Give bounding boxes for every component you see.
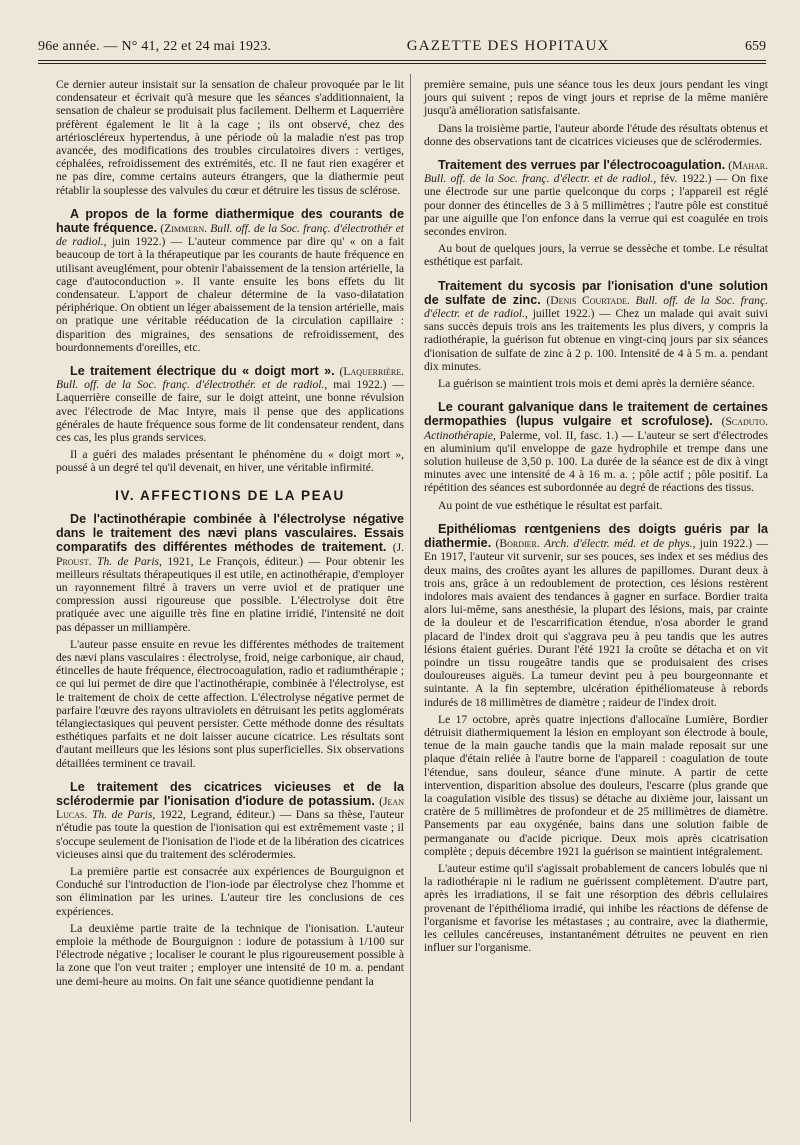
- article-title: Le traitement des cicatrices vicieuses et de la sclérodermie par l'ionisation d'iodure de potassium.: [56, 779, 404, 808]
- article-date: fév. 1922.): [660, 172, 712, 186]
- article-cicatrices: Le traitement des cicatrices vicieuses et de la sclérodermie par l'ionisation d'iodure de potassium. (Jean Lucas. Th. de Paris, 1922, Legrand, éditeur.) — Dans sa thèse, l'auteur n'étudie pas toute la question de l'ionisation qui est extrêmement vaste ; il s'occupe seulement de l'ionisation de l'iode et de la libération des cicatrices vicieuses ainsi que du traitement des sclérodermies.: [56, 779, 405, 861]
- article-epitheliomas: Epithéliomas rœntgeniens des doigts guéris par la diathermie. (Bordier. Arch. d'électr. méd. et de phys., juin 1922.) — En 1917, l'auteur vit survenir, sur ses pouces, ses index et ses médius des deux mains, des croûtes ayant les allures de papillomes. Durant deux à trois ans, grâce à un redoublement de protection, ces lésions restèrent indolores mais avaient des tendances à gagner en surface. Bordier traita alors lui-même, sans anesthésie, la plupart des lésions, mais, par crainte de la douleur et de l'escarrification étendue, n'osa aborder le grand placard de l'index droit qui s'aggrava peu à peu tandis que les autres lésions étaient guéries. Durant l'été 1921 la croûte se détacha et on vit poindre un tissu rougeâtre tandis que se produisaient des crises douloureuses aiguës. La tumeur devint peu à peu bourgeonnante et suintante. A la fin septembre, ulcération épithéliomateuse à rebords indurés de 18 millimètres de diamètre ; raideur de l'index droit.: [424, 521, 768, 709]
- paragraph: Il a guéri des malades présentant le phénomène du « doigt mort », poussé à un degré tel qu'il devenait, en hiver, une véritable infirmité.: [56, 448, 404, 475]
- article-body: — Dans sa thèse, l'auteur n'étudie pas toute la question de l'ionisation qui est extrêmement vaste ; il s'occupe seulement de l'ionisation de l'iode et de la libération des cicatrices vicieuses ainsi que du traitement des sclérodermies.: [56, 808, 405, 861]
- paragraph: L'auteur passe ensuite en revue les différentes méthodes de traitement des nævi plans vasculaires : électrolyse, froid, neige carbonique, air chaud, étincelles de haute fréquence, électrocoagulation, radio et radiumthérapie ; ce qui lui permet de dire que l'actinothérapie, combinée à l'électrolyse, est le traitement de choix de cette affection. L'électrolyse négative permet de parfaire l'œuvre des rayons ultraviolets en détruisant les petits agglomérats télangiectasiques qui peuvent persister. Cette méthode donne des résultats esthétiques parfaits et ne doit laisser aucune cicatrice. Les résultats sont d'autant meilleurs que les lésions sont plus superficielles. Six observations détaillées terminent ce travail.: [56, 637, 404, 770]
- article-date: 1922, Legrand, éditeur.): [159, 808, 275, 822]
- article-sycosis: Traitement du sycosis par l'ionisation d'une solution de sulfate de zinc. (Denis Courtade. Bull. off. de la Soc. franç. d'électr. et de radiol., juillet 1922.) — Chez un malade qui avait suivi sans succès depuis trois ans les traitements les plus divers, y compris la radiothérapie, la guérison fut obtenue en vingt-cinq jours par six séances d'ionisation de sulfate de zinc à 2 p. 100. Intensité de 4 à 5 m. a. pendant dix minutes.: [424, 278, 768, 373]
- article-diathermie: A propos de la forme diathermique des courants de haute fréquence. (Zimmern. Bull. off. de la Soc. franç. d'électrothér et de radiol., juin 1922.) — L'auteur commence par dire qu' « on a fait beaucoup de tort à la thérapeutique par les courants de haute fréquence en utilisant aveuglément, pour obtenir l'abaissement de la tension artérielle, la cage d'autoconduction ». Il vante ensuite les bons effets du lit condensateur. L'apport de chaleur détermine de la vaso-dilatation périphérique. On obtient un léger abaissement de la tension artérielle, mais on pratique une véritable rééducation de la circulation capillaire : disparition des migraines, des sensations de refroidissement, des bourdonnements d'oreilles, etc.: [56, 206, 404, 354]
- paragraph: première semaine, puis une séance tous les deux jours pendant les vingt jours qui suivent ; repos de vingt jours et reprise de la même manière jusqu'à amélioration satisfaisante.: [424, 78, 768, 118]
- header-rule: [38, 60, 766, 61]
- article-journal: Th. de Paris,: [97, 554, 162, 568]
- article-doigt-mort: Le traitement électrique du « doigt mort ». (Laquerrière. Bull. off. de la Soc. franç. d'électrothér. et de radiol., mai 1922.) — Laquerrière conseille de faire, sur le doigt atteint, une bonne révulsion avec l'électrode de Mac Intyre, mais il pense que des applications générales de haute fréquence sous forme de lit condensateur rendent, dans ces cas, les plus grands services.: [56, 364, 405, 445]
- article-author: Jean Lucas.: [56, 794, 404, 822]
- article-date: Palerme, vol. II, fasc. 1.): [499, 428, 619, 442]
- article-body: — L'auteur se sert d'électrodes en aluminium qu'il enveloppe de gaze hydrophile et trempe dans une solution huileuse de 3,50 p. 100. La durée de la séance est de dix à vingt minutes avec une intensité de 4 à 16 m. a. ; pôle actif ; pôle positif. La répétition des séances est subordonnée au degré de réactions des tissus.: [424, 428, 768, 495]
- header-rule-double: [38, 63, 766, 64]
- paragraph: Le 17 octobre, après quatre injections d'allocaïne Lumière, Bordier détruisit diathermiquement la lésion en employant son électrode à boule, tenue de la main gauche tandis que la main malade reposait sur une plaque d'étain reliée à l'autre borne de l'appareil : coagulation de toute l'étendue, sans douleur, séance d'une minute. A partir de cette intervention, disparition absolue des douleurs, l'escarre (plus grande que la coagulation visible des tissus) se détache au dixième jour, laissant un cratère de 5 millimètres de profondeur et de 25 millimètres de diamètre. Pansements par eau oxygénée, bains dans une solution faible de permanganate ou d'acide picrique. Deux mois après cicatrisation complète ; depuis décembre 1921 la guérison se maintient intégralement.: [424, 712, 768, 858]
- paragraph: Au point de vue esthétique le résultat est parfait.: [438, 498, 663, 512]
- article-body: — On fixe une électrode sur une partie quelconque du corps ; l'appareil est réglé pour donner des étincelles de 3 à 5 millimètres ; l'autre pôle est constitué par une aiguille que l'on enfonce dans la verrue qui est coagulée en trois secondes environ.: [424, 172, 768, 239]
- article-author: Zimmern.: [164, 222, 208, 236]
- article-journal: Actinothérapie,: [424, 428, 496, 442]
- article-journal: Bull. off. de la Soc. franç. d'électrothér. et de radiol.,: [56, 378, 328, 392]
- article-journal: Bull. off. de la Soc. franç. d'électr. et de radiol.,: [424, 172, 657, 186]
- article-body: — L'auteur commence par dire qu' « on a fait beaucoup de tort à la thérapeutique par les courants de haute fréquence en utilisant aveuglément, pour obtenir l'abaissement de la tension artérielle, la cage d'autoconduction ». Il vante ensuite les bons effets du lit condensateur. L'apport de chaleur détermine de la vaso-dilatation périphérique. On obtient un léger abaissement de la tension artérielle, mais on pratique une véritable rééducation de la circulation capillaire : disparition des migraines, des sensations de refroidissement, des bourdonnements d'oreilles, etc.: [56, 235, 404, 354]
- article-title: De l'actinothérapie combinée à l'électrolyse négative dans le traitement des nævi plans vasculaires. Essais comparatifs des différentes méthodes de traitement.: [56, 511, 404, 555]
- article-journal: Th. de Paris,: [91, 808, 156, 822]
- paragraph: L'auteur estime qu'il s'agissait probablement de cancers lobulés que ni la radiothérapie ni le radium ne guérissent complètement. D'autre part, après les irradiations, il se fait une résorption des débris cellulaires provenant de l'épithélioma irradié, qui inhibe les réactions de défense de l'organisme et favorise les métastases ; au contraire, avec la diathermie, les cellules cancéreuses, instantanément détruites ne peuvent en rien influer sur l'organisme.: [424, 861, 768, 955]
- article-date: juin 1922.): [111, 235, 166, 249]
- article-author: Laquerrière.: [343, 365, 405, 379]
- article-author: Scaduto.: [725, 415, 768, 429]
- article-verrues: Traitement des verrues par l'électrocoagulation. (Mahar. Bull. off. de la Soc. franç. d'électr. et de radiol., fév. 1922.) — On fixe une électrode sur une partie quelconque du corps ; l'appareil est réglé pour donner des étincelles de 3 à 5 millimètres ; l'autre pôle est constitué par une aiguille que l'on enfonce dans la verrue qui est coagulée en trois secondes environ.: [424, 158, 768, 239]
- article-date: mai 1922.): [333, 378, 387, 392]
- article-body: — Laquerrière conseille de faire, sur le doigt atteint, une bonne révulsion avec l'électrode de Mac Intyre, mais il pense que des applications générales de haute fréquence sous forme de lit condensateur rendent, dans ces cas, les plus grands services.: [56, 378, 405, 445]
- article-body: — Chez un malade qui avait suivi sans succès depuis trois ans les traitements les plus divers, y compris la radiothérapie, la guérison fut obtenue en vingt-cinq jours par six séances d'ionisation de sulfate de zinc à 2 p. 100. Intensité de 4 à 5 m. a. pendant dix minutes.: [424, 307, 768, 373]
- column-divider: [410, 74, 411, 1122]
- article-author: Mahar.: [732, 159, 768, 173]
- article-journal: Bull. off. de la Soc. franç. d'électr. et de radiol.,: [424, 293, 768, 321]
- article-journal: Bull. off. de la Soc. franç. d'électrothér et de radiol.,: [56, 222, 404, 249]
- right-column: [424, 78, 768, 958]
- article-date: 1921, Le François, éditeur.): [167, 554, 304, 568]
- article-title: Traitement des verrues par l'électrocoagulation.: [438, 158, 726, 173]
- section-heading: IV. AFFECTIONS DE LA PEAU: [115, 487, 345, 503]
- article-author: Bordier.: [499, 537, 540, 551]
- article-body: — En 1917, l'auteur vit survenir, sur ses pouces, ses index et ses médius des deux mains, des croûtes ayant les allures de papillomes. Durant deux à trois ans, grâce à un redoublement de protection, ces lésions restèrent indolores mais avaient des tendances à gagner en surface. Bordier traita alors lui-même, sans anesthésie, la plupart des lésions, mais, par crainte de la douleur et de l'escarrification étendue, n'osa aborder le grand placard de l'index droit qui s'aggrava peu à peu tandis que les autres lésions étaient guéries. Durant l'été 1921 la croûte se détacha et on vit poindre un tissu rougeâtre tandis que se produisaient des crises douloureuses aiguës. La tumeur devint peu à peu bourgeonnante et suintante. A la fin septembre, ulcération épithéliomateuse à rebords indurés de 18 millimètres de diamètre ; raideur de l'index droit.: [424, 537, 768, 709]
- article-title: Traitement du sycosis par l'ionisation d'une solution de sulfate de zinc.: [424, 278, 768, 307]
- paragraph: La guérison se maintient trois mois et demi après la dernière séance.: [438, 377, 755, 391]
- article-author: J. Proust.: [56, 541, 404, 568]
- article-title: A propos de la forme diathermique des courants de haute fréquence.: [56, 206, 404, 236]
- article-title: Le traitement électrique du « doigt mort ».: [70, 364, 335, 379]
- issue-info: 96e année. — N° 41, 22 et 24 mai 1923.: [38, 39, 272, 54]
- article-body: — Pour obtenir les meilleurs résultats thérapeutiques il est utile, en actinothérapie, d'employer un rayonnement filtré à travers un verre uviol et de pratiquer une compression aussi rigoureuse que possible. L'électrolyse doit être pratiquée avec une aiguille très fine en platine irridié, l'intensité ne doit pas dépasser un milliampère.: [56, 554, 404, 634]
- article-title: Le courant galvanique dans le traitement de certaines dermopathies (lupus vulgaire et scrofulose).: [424, 400, 768, 429]
- article-date: juin 1922.): [699, 537, 753, 551]
- paragraph: Dans la troisième partie, l'auteur aborde l'étude des résultats obtenus et donne des observations tant de cicatrices vicieuses que de sclérodermies.: [424, 121, 768, 148]
- paragraph: La première partie est consacrée aux expériences de Bourguignon et Conduché sur l'introduction de l'ion-iode par électrolyse chez l'homme et son élimination par les urines. L'auteur tire les conclusions de ces expériences.: [56, 864, 404, 918]
- article-title: Epithéliomas rœntgeniens des doigts guéris par la diathermie.: [424, 521, 768, 551]
- paragraph: La deuxième partie traite de la technique de l'ionisation. L'auteur emploie la méthode de Bourguignon : iodure de potassium à 1/100 sur l'électrode négative ; localiser le courant le plus rigoureusement possible à la zone que l'on veut traiter ; employer une intensité de 10 m. a. pendant une demi-heure au moins. On fait une séance quotidienne pendant la: [56, 921, 404, 988]
- article-journal: Arch. d'électr. méd. et de phys.,: [544, 537, 696, 551]
- article-naevi: De l'actinothérapie combinée à l'électrolyse négative dans le traitement des nævi plans vasculaires. Essais comparatifs des différentes méthodes de traitement. (J. Proust. Th. de Paris, 1921, Le François, éditeur.) — Pour obtenir les meilleurs résultats thérapeutiques il est utile, en actinothérapie, d'employer un rayonnement filtré à travers un verre uviol et de pratiquer une compression aussi rigoureuse que possible. L'électrolyse doit être pratiquée avec une aiguille très fine en platine irridié, l'intensité ne doit pas dépasser un milliampère.: [56, 511, 404, 634]
- paragraph: Au bout de quelques jours, la verrue se dessèche et tombe. Le résultat esthétique est parfait.: [424, 242, 768, 269]
- page-header: [38, 38, 766, 60]
- article-date: juillet 1922.): [532, 307, 595, 321]
- page-number: 659: [744, 39, 766, 54]
- article-author: Denis Courtade.: [550, 293, 630, 307]
- publication-title: GAZETTE DES HOPITAUX: [406, 38, 610, 54]
- paragraph: Ce dernier auteur insistait sur la sensation de chaleur provoquée par le lit condensateur et écrivait qu'à mesure que les séances s'additionnaient, la sensation de chaleur se produisait plus facilement. Delherm et Laquerrière préfèrent également le lit à la cage ; ils ont observé, chez des artérioscléreux hypertendus, à une période où la maladie n'est pas trop avancée, des modifications des troubles circulatoires divers : vertiges, céphalées, refroidissement des extrémités, etc. Il ne faut rien exagérer et ne pas dire, comme certains auteurs étrangers, que la diathermie peut rétablir la souplesse des valvules du cœur et détruire les tissus de sclérose.: [56, 78, 404, 197]
- left-column: [56, 78, 404, 992]
- article-courant-galvanique: Le courant galvanique dans le traitement de certaines dermopathies (lupus vulgaire et scrofulose). (Scaduto. Actinothérapie, Palerme, vol. II, fasc. 1.) — L'auteur se sert d'électrodes en aluminium qu'il enveloppe de gaze hydrophile et trempe dans une solution huileuse de 3,50 p. 100. La durée de la séance est de dix à vingt minutes avec une intensité de 4 à 16 m. a. ; pôle actif ; pôle positif. La répétition des séances est subordonnée au degré de réactions des tissus.: [424, 400, 768, 495]
